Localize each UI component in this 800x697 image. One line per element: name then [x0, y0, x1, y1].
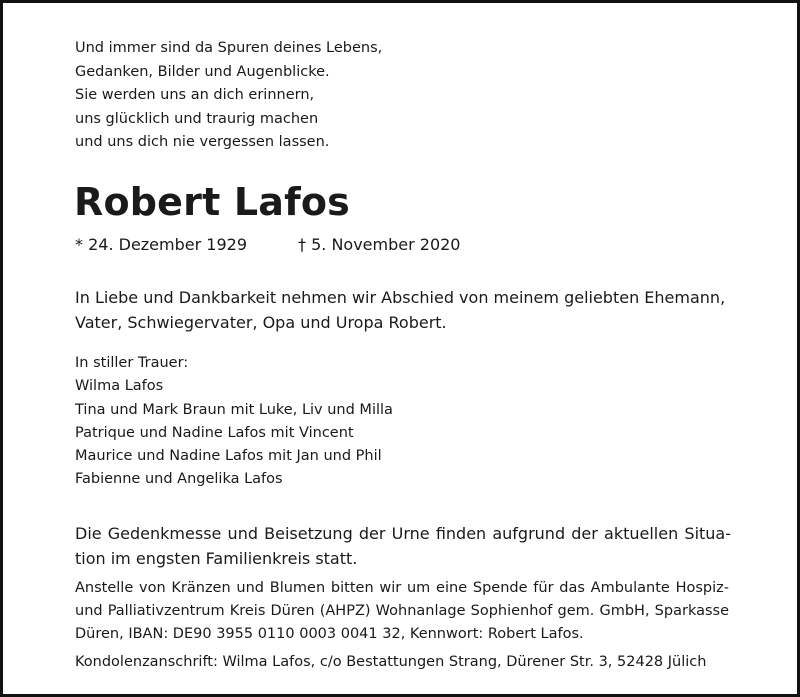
farewell-line: In Liebe und Dankbarkeit nehmen wir Abschied von meinem geliebten Ehemann,	[75, 288, 726, 307]
birth-date: * 24. Dezember 1929	[75, 235, 247, 254]
mourners-heading: In stiller Trauer:	[75, 355, 189, 371]
death-date: † 5. November 2020	[298, 235, 461, 254]
poem-line: Sie werden uns an dich erinnern,	[75, 87, 315, 103]
mourners-list	[75, 352, 393, 492]
mourner-name: Tina und Mark Braun mit Luke, Liv und Milla	[75, 401, 393, 418]
mourner-name: Maurice und Nadine Lafos mit Jan und Phil	[75, 448, 382, 465]
service-line: tion im engsten Familienkreis statt.	[75, 549, 358, 568]
poem-line: und uns dich nie vergessen lassen.	[75, 134, 330, 150]
farewell-text	[75, 285, 735, 335]
donation-notice	[75, 577, 729, 646]
poem-line: Gedanken, Bilder und Augenblicke.	[75, 63, 330, 80]
donation-line: und Palliativzentrum Kreis Düren (AHPZ) Wohnanlage Sophienhof gem. GmbH, Sparkasse	[75, 603, 729, 619]
deceased-name: Robert Lafos	[74, 180, 350, 224]
service-line: Die Gedenkmesse und Beisetzung der Urne finden aufgrund der aktuellen Situa-	[75, 524, 731, 543]
condolence-address: Kondolenzanschrift: Wilma Lafos, c/o Bestattungen Strang, Dürener Str. 3, 52428 Jülich	[75, 654, 707, 670]
donation-line: Anstelle von Kränzen und Blumen bitten wir um eine Spende für das Ambulante Hospiz-	[75, 580, 729, 596]
memorial-poem	[75, 37, 382, 155]
mourner-name: Wilma Lafos	[75, 378, 164, 395]
mourner-name: Fabienne und Angelika Lafos	[75, 471, 283, 488]
poem-line: uns glücklich und traurig machen	[75, 110, 319, 127]
donation-line: Düren, IBAN: DE90 3955 0110 0003 0041 32, Kennwort: Robert Lafos.	[75, 626, 584, 642]
farewell-line: Vater, Schwiegervater, Opa und Uropa Robert.	[75, 313, 447, 332]
poem-line: Und immer sind da Spuren deines Lebens,	[75, 40, 383, 56]
life-dates	[75, 234, 461, 256]
mourner-name: Patrique und Nadine Lafos mit Vincent	[75, 424, 354, 441]
service-notice	[75, 521, 731, 571]
